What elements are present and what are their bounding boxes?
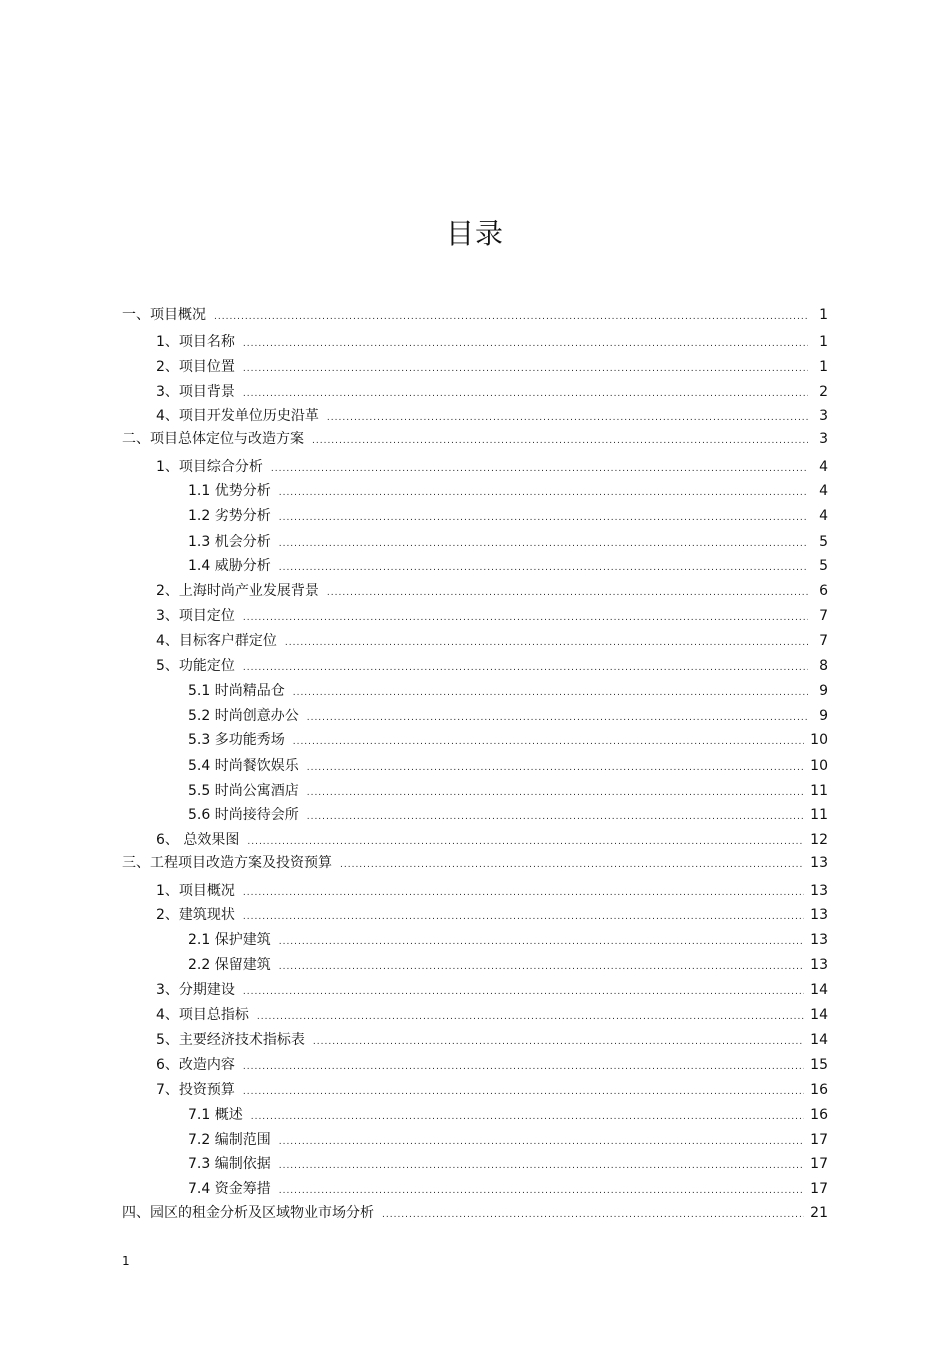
toc-entry-page: 7 [819,608,828,624]
toc-entry-page: 17 [810,1181,828,1197]
toc-entry-page: 15 [810,1057,828,1073]
toc-entry-page: 16 [810,1107,828,1123]
toc-entry-page: 21 [810,1205,828,1221]
toc-entry[interactable] [122,429,828,449]
toc-leader-dots [243,907,804,927]
toc-entry-label: 3、项目背景 [156,384,235,400]
toc-entry-page: 11 [810,783,828,799]
toc-entry-page: 7 [819,633,828,649]
toc-entry[interactable] [156,606,828,626]
toc-entry-page: 14 [810,982,828,998]
toc-leader-dots [327,583,808,603]
toc-entry[interactable] [156,881,828,901]
toc-leader-dots [243,658,808,678]
toc-entry-page: 4 [819,459,828,475]
toc-entry[interactable] [188,805,828,825]
toc-entry-page: 1 [819,359,828,375]
toc-leader-dots [312,431,808,451]
toc-leader-dots [243,982,804,1002]
toc-entry[interactable] [188,681,828,701]
toc-entry[interactable] [188,1130,828,1150]
page-title: 目录 [445,217,504,250]
toc-entry-page: 9 [819,683,828,699]
toc-entry-label: 4、项目总指标 [156,1007,249,1023]
toc-entry-label: 5.5 时尚公寓酒店 [188,783,299,799]
toc-leader-dots [340,855,804,875]
toc-entry-page: 4 [819,508,828,524]
toc-entry-label: 2、上海时尚产业发展背景 [156,583,319,599]
toc-entry-label: 1、项目名称 [156,334,235,350]
toc-leader-dots [327,408,808,428]
toc-entry[interactable] [188,506,828,526]
toc-entry-page: 5 [819,558,828,574]
toc-entry[interactable] [188,1105,828,1125]
toc-entry[interactable] [156,357,828,377]
toc-leader-dots [279,957,804,977]
toc-entry-page: 16 [810,1082,828,1098]
toc-leader-dots [243,384,808,404]
toc-entry-label: 5.6 时尚接待会所 [188,807,299,823]
toc-entry-label: 3、分期建设 [156,982,235,998]
toc-entry[interactable] [188,930,828,950]
toc-entry[interactable] [156,1055,828,1075]
toc-leader-dots [307,758,804,778]
toc-leader-dots [243,608,808,628]
toc-leader-dots [251,1107,804,1127]
toc-entry[interactable] [156,631,828,651]
toc-leader-dots [279,534,808,554]
toc-entry[interactable] [188,756,828,776]
toc-entry-page: 17 [810,1132,828,1148]
toc-entry-label: 一、项目概况 [122,307,206,323]
toc-entry-page: 13 [810,932,828,948]
toc-leader-dots [382,1205,804,1225]
toc-entry-page: 10 [810,758,828,774]
toc-leader-dots [243,334,808,354]
toc-entry-label: 6、改造内容 [156,1057,235,1073]
toc-entry-label: 4、目标客户群定位 [156,633,277,649]
toc-entry-label: 5.2 时尚创意办公 [188,708,299,724]
toc-entry[interactable] [156,457,828,477]
toc-entry-page: 12 [810,832,828,848]
toc-entry-page: 3 [819,431,828,447]
toc-entry-page: 5 [819,534,828,550]
toc-leader-dots [279,1181,804,1201]
toc-entry-label: 6、 总效果图 [156,832,240,848]
toc-entry-label: 7、投资预算 [156,1082,235,1098]
toc-entry-page: 13 [810,957,828,973]
toc-entry[interactable] [156,1080,828,1100]
toc-entry-label: 2.1 保护建筑 [188,932,271,948]
toc-entry[interactable] [188,706,828,726]
toc-entry-label: 5.4 时尚餐饮娱乐 [188,758,299,774]
toc-entry[interactable] [188,955,828,975]
toc-entry-label: 四、园区的租金分析及区域物业市场分析 [122,1205,374,1221]
toc-leader-dots [243,883,804,903]
toc-entry-page: 8 [819,658,828,674]
toc-entry[interactable] [156,332,828,352]
toc-entry-label: 1.2 劣势分析 [188,508,271,524]
toc-entry[interactable] [156,406,828,426]
toc-entry-page: 2 [819,384,828,400]
toc-entry[interactable] [156,581,828,601]
toc-leader-dots [279,483,808,503]
toc-entry-page: 10 [810,732,828,748]
toc-entry[interactable] [156,1005,828,1025]
toc-entry-page: 9 [819,708,828,724]
toc-entry-label: 1.1 优势分析 [188,483,271,499]
toc-entry-label: 3、项目定位 [156,608,235,624]
toc-entry[interactable] [156,382,828,402]
toc-entry[interactable] [156,905,828,925]
toc-entry[interactable] [188,481,828,501]
toc-entry-page: 13 [810,883,828,899]
toc-entry-page: 17 [810,1156,828,1172]
toc-entry-page: 1 [819,334,828,350]
toc-leader-dots [247,832,804,852]
toc-entry-page: 11 [810,807,828,823]
toc-entry-page: 1 [819,307,828,323]
toc-entry-label: 7.2 编制范围 [188,1132,271,1148]
toc-entry-label: 2、项目位置 [156,359,235,375]
toc-entry-page: 13 [810,907,828,923]
toc-entry-label: 5、主要经济技术指标表 [156,1032,305,1048]
footer-page-number: 1 [122,1254,130,1268]
toc-leader-dots [243,359,808,379]
toc-entry-label: 5、功能定位 [156,658,235,674]
toc-leader-dots [313,1032,804,1052]
toc-entry-label: 5.3 多功能秀场 [188,732,285,748]
toc-entry[interactable] [156,656,828,676]
toc-entry[interactable] [122,305,828,325]
toc-entry-page: 4 [819,483,828,499]
toc-leader-dots [307,708,808,728]
toc-leader-dots [243,1082,804,1102]
toc-entry[interactable] [188,532,828,552]
toc-leader-dots [293,683,808,703]
toc-entry-label: 5.1 时尚精品仓 [188,683,285,699]
toc-entry-label: 1、项目概况 [156,883,235,899]
toc-entry[interactable] [122,1203,828,1223]
toc-entry[interactable] [156,980,828,1000]
toc-entry[interactable] [156,1030,828,1050]
toc-entry-label: 2.2 保留建筑 [188,957,271,973]
toc-entry[interactable] [188,1179,828,1199]
toc-entry-label: 7.3 编制依据 [188,1156,271,1172]
toc-entry-page: 14 [810,1032,828,1048]
toc-leader-dots [271,459,808,479]
toc-entry[interactable] [188,556,828,576]
toc-entry-label: 1、项目综合分析 [156,459,263,475]
toc-entry[interactable] [188,781,828,801]
toc-entry-label: 三、工程项目改造方案及投资预算 [122,855,332,871]
toc-entry-page: 6 [819,583,828,599]
toc-entry[interactable] [156,830,828,850]
toc-entry-page: 13 [810,855,828,871]
toc-leader-dots [257,1007,804,1027]
toc-entry-label: 7.4 资金筹措 [188,1181,271,1197]
toc-entry[interactable] [188,730,828,750]
toc-entry-label: 2、建筑现状 [156,907,235,923]
toc-entry-label: 4、项目开发单位历史沿革 [156,408,319,424]
toc-entry-page: 14 [810,1007,828,1023]
toc-leader-dots [243,1057,804,1077]
toc-leader-dots [214,307,808,327]
toc-leader-dots [279,932,804,952]
toc-leader-dots [279,1156,804,1176]
toc-leader-dots [279,1132,804,1152]
toc-leader-dots [279,508,808,528]
toc-entry-label: 1.4 威胁分析 [188,558,271,574]
toc-leader-dots [285,633,808,653]
toc-entry-page: 3 [819,408,828,424]
toc-entry-label: 7.1 概述 [188,1107,243,1123]
toc-entry-label: 二、项目总体定位与改造方案 [122,431,304,447]
toc-leader-dots [307,807,804,827]
toc-entry[interactable] [122,853,828,873]
toc-entry[interactable] [188,1154,828,1174]
toc-leader-dots [293,732,804,752]
toc-leader-dots [307,783,804,803]
toc-entry-label: 1.3 机会分析 [188,534,271,550]
toc-leader-dots [279,558,808,578]
